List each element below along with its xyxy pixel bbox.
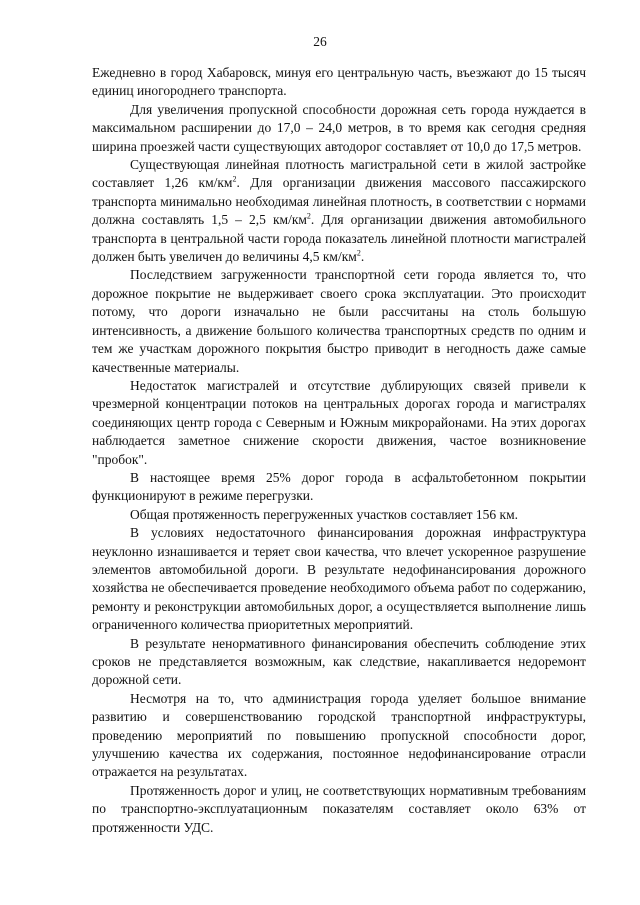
paragraph bbox=[92, 524, 586, 634]
superscript: 2 bbox=[356, 248, 361, 258]
paragraph-text: В результате ненормативного финансирования обеспечить соблюдение этих сроков не представляется возможным, как следствие, накапливается недоремонт дорожной сети. bbox=[92, 635, 586, 688]
superscript: 2 bbox=[232, 174, 237, 184]
paragraph-text: Протяженность дорог и улиц, не соответствующих нормативным требованиям по транспортно-эксплуатационным показателям составляет около 63% от протяженности УДС. bbox=[92, 782, 586, 835]
paragraph-text: Общая протяженность перегруженных участков составляет 156 км. bbox=[130, 506, 519, 522]
paragraph bbox=[92, 506, 586, 524]
body-text bbox=[92, 64, 586, 837]
paragraph bbox=[92, 635, 586, 690]
paragraph bbox=[92, 64, 586, 101]
paragraph-text: В условиях недостаточного финансирования дорожная инфраструктура неуклонно изнашивается и теряет свои качества, что влечет ускоренное разрушение элементов автомобильной дороги. В результате недофинансирования дорожного хозяйства не обеспечивается проведение необходимого объема работ по содержанию, ремонту и реконструкции автомобильных дорог, а осуществляется выполнение лишь ограниченного количества приоритетных мероприятий. bbox=[92, 525, 586, 633]
paragraph-text: . Для организации движения автомобильного транспорта в центральной части города показатель линейной плотности магистралей должен быть увеличен до величины 4,5 км/км bbox=[92, 212, 586, 265]
paragraph bbox=[92, 156, 586, 266]
page-number: 26 bbox=[313, 34, 327, 49]
superscript: 2 bbox=[306, 211, 311, 221]
paragraph bbox=[92, 469, 586, 506]
paragraph bbox=[92, 782, 586, 837]
paragraph bbox=[92, 266, 586, 376]
paragraph-text: Несмотря на то, что администрация города уделяет большое внимание развитию и совершенствованию городской транспортной инфраструктуры, проведению мероприятий по повышению пропускной способности дорог, улучшению качества их содержания, постоянное недофинансирование отрасли отражается на результатах. bbox=[92, 690, 586, 780]
paragraph bbox=[92, 690, 586, 782]
paragraph-text: Существующая линейная плотность магистральной сети в жилой застройке составляет 1,26 км/км bbox=[92, 157, 586, 191]
paragraph bbox=[92, 377, 586, 469]
paragraph-text: Ежедневно в город Хабаровск, минуя его центральную часть, въезжают до 15 тысяч единиц иногороднего транспорта. bbox=[92, 65, 586, 99]
paragraph-text: Для увеличения пропускной способности дорожная сеть города нуждается в максимальном расширении до 17,0 – 24,0 метров, в то время как сегодня средняя ширина проезжей части существующих автодорог составляет от 10,0 до 17,5 метров. bbox=[92, 101, 586, 154]
paragraph-text: В настоящее время 25% дорог города в асфальтобетонном покрытии функционируют в режиме перегрузки. bbox=[92, 469, 586, 504]
paragraph-text: Последствием загруженности транспортной сети города является то, что дорожное покрытие не выдерживает своего срока эксплуатации. Это происходит потому, что дороги изначально не были рассчитаны на столь большую интенсивность, а движение большого количества транспортных средств по одним и тем же участкам дорожного покрытия быстро приводит в негодность даже самые качественные материалы. bbox=[92, 267, 586, 375]
paragraph-text: Недостаток магистралей и отсутствие дублирующих связей привели к чрезмерной концентрации потоков на центральных дорогах города и магистралях соединяющих центр города с Северным и Южным микрорайонами. На этих дорогах наблюдается заметное снижение скорости движения, частое возникновение "пробок". bbox=[92, 377, 586, 467]
paragraph bbox=[92, 101, 586, 156]
paragraph-text: . bbox=[360, 249, 365, 265]
paragraph-text: . Для организации движения массового пассажирского транспорта минимально необходимая линейная плотность, в соответствии с нормами должна составлять 1,5 – 2,5 км/км bbox=[92, 175, 586, 228]
